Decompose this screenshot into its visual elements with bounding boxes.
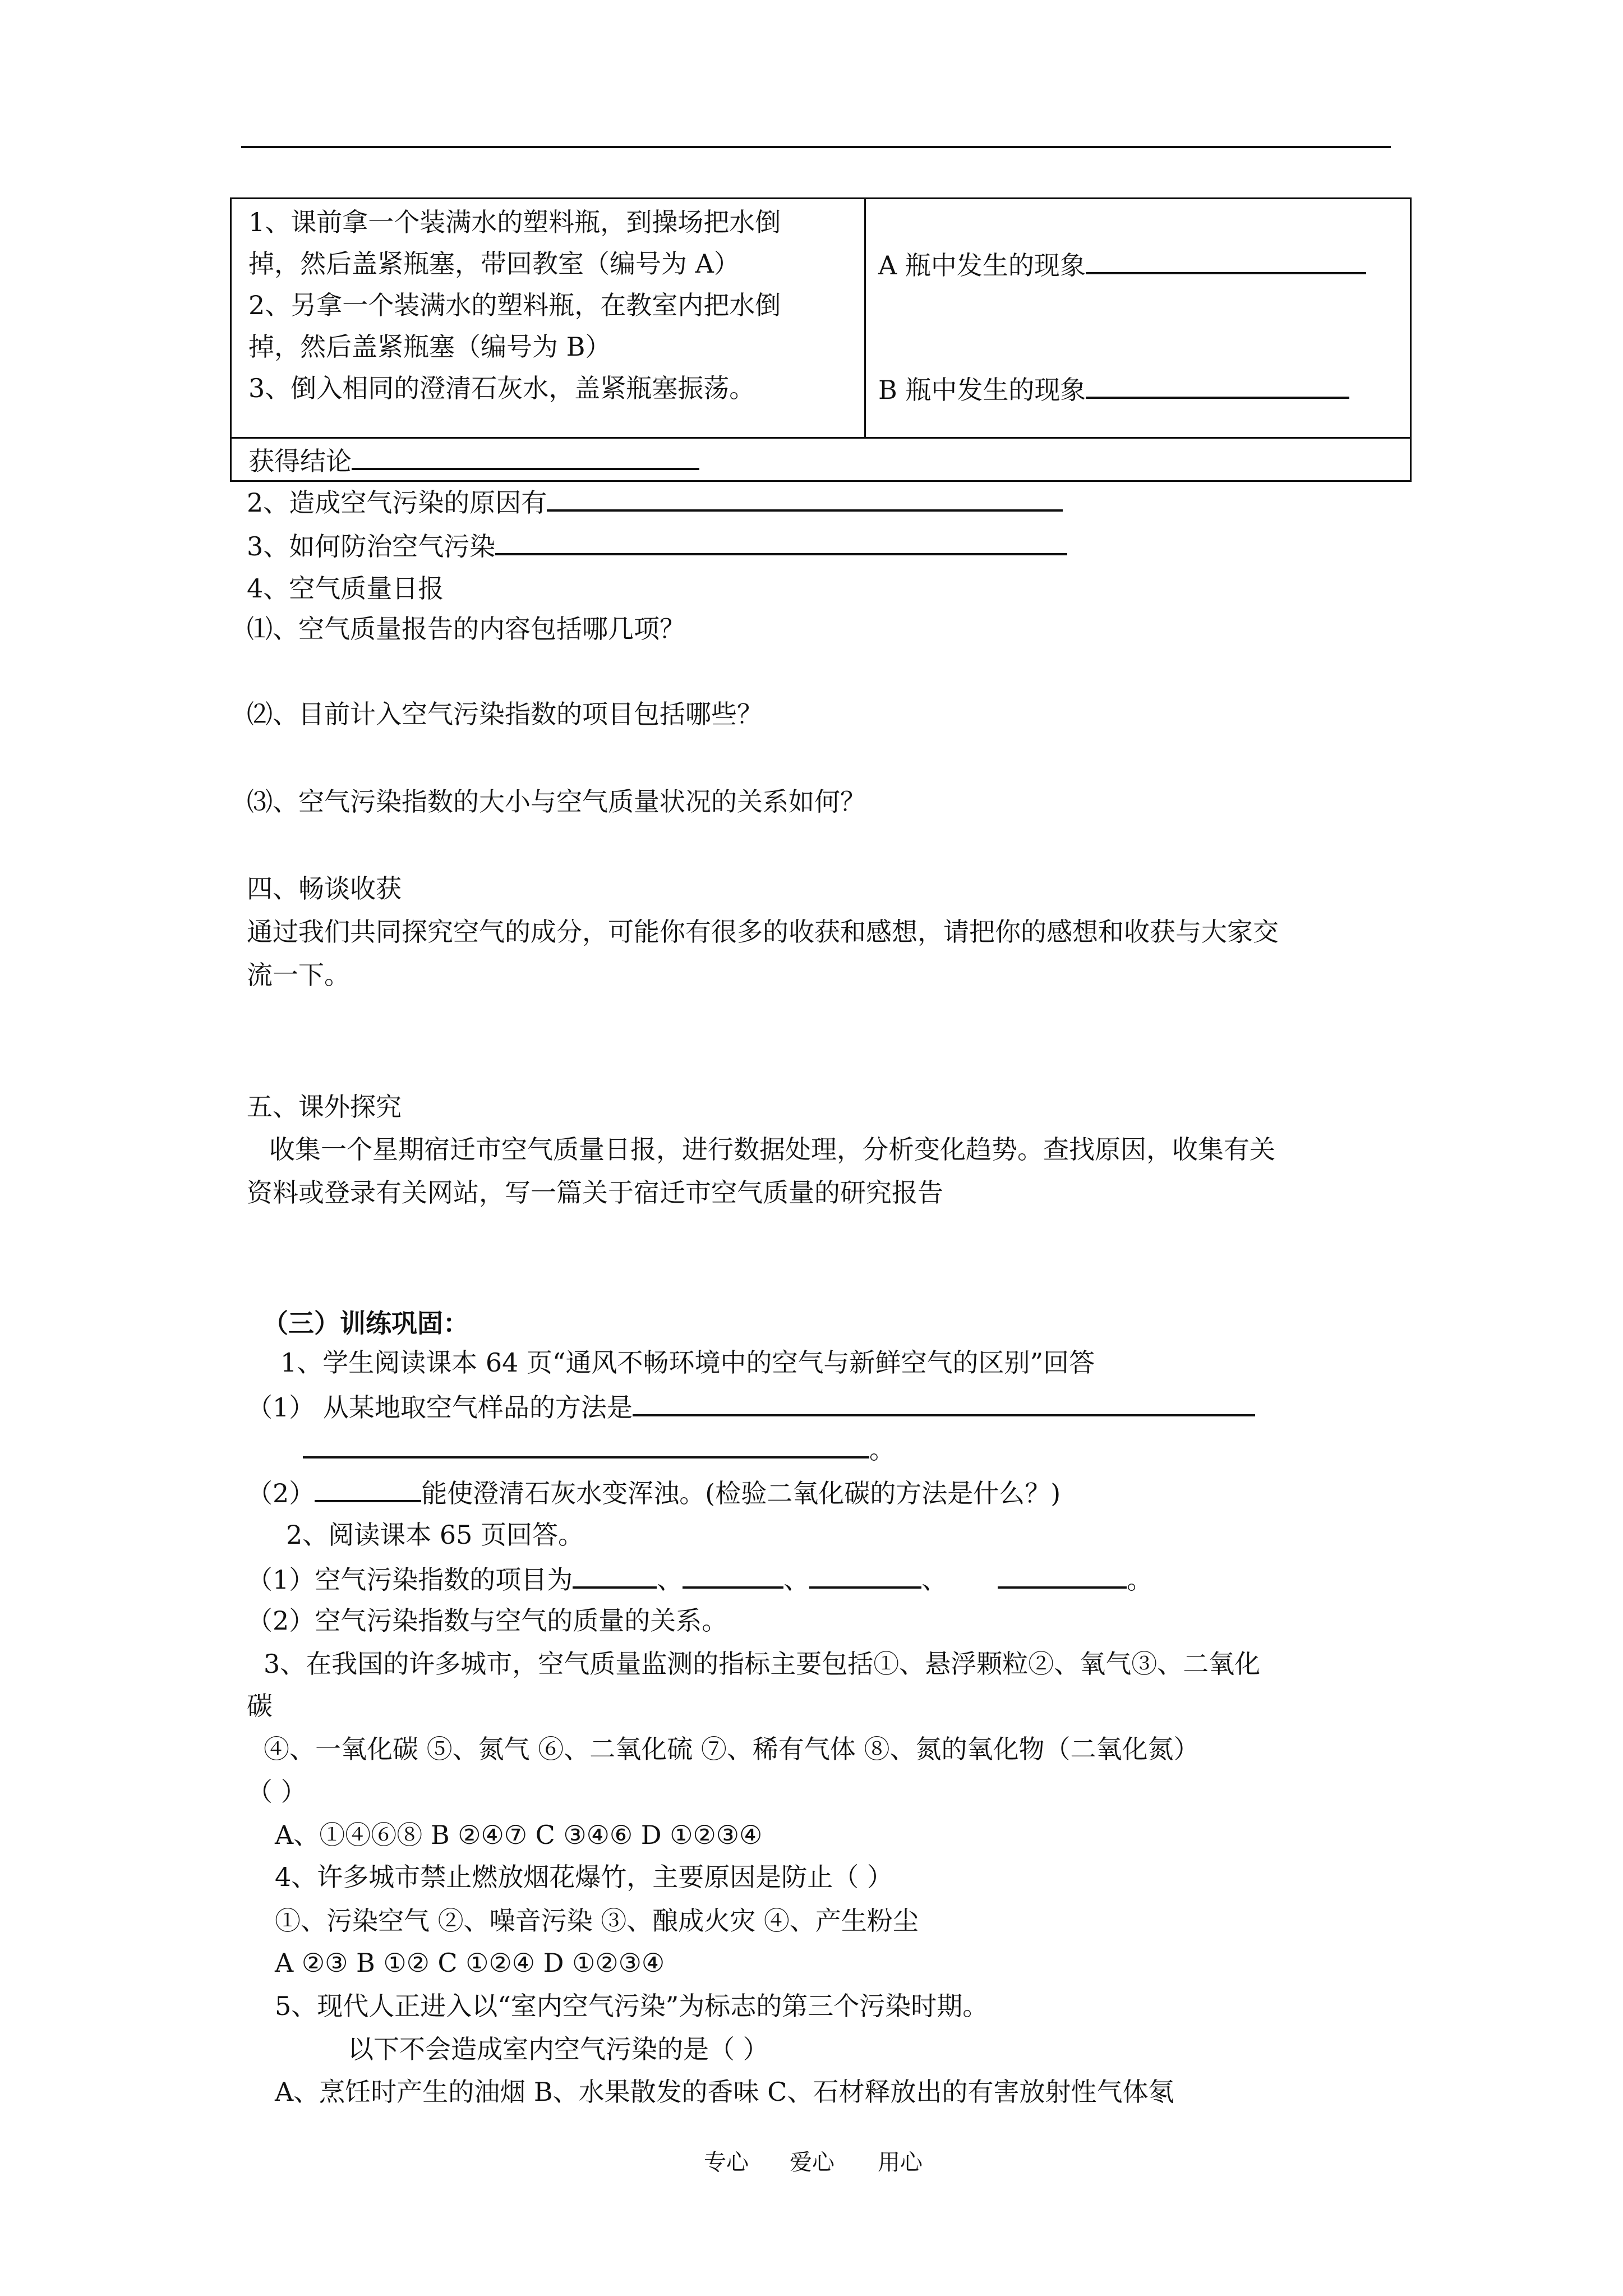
question-text: （2）空气污染指数与空气的质量的关系。 [247,1605,728,1636]
phenomenon-a: A 瓶中发生的现象 [878,246,1366,283]
options-line: A、①④⑥⑧ B ②④⑦ C ③④⑥ D ①②③④ [275,1820,763,1850]
question-text: ④、一氧化碳 ⑤、氮气 ⑥、二氧化硫 ⑦、稀有气体 ⑧、氮的氧化物（二氧化氮） [264,1734,1200,1764]
footer-text: 用心 [878,2150,923,2175]
paragraph-line: 资料或登录有关网站，写一篇关于宿迁市空气质量的研究报告 [247,1177,943,1208]
footer-text: 爱心 [790,2150,834,2175]
phenomenon-cell [865,199,1411,438]
paragraph-line: 流一下。 [247,960,350,990]
answer-blank[interactable] [998,1561,1127,1589]
step-line: 2、另拿一个装满水的塑料瓶，在教室内把水倒 [248,290,781,320]
question-text: （1） 从某地取空气样品的方法是 [247,1388,1255,1425]
pollution-cause-question: 2、造成空气污染的原因有 [247,484,1063,520]
options-line: ①、污染空气 ②、噪音污染 ③、酿成火灾 ④、产生粉尘 [275,1906,919,1936]
header-rule [241,146,1391,148]
question-text: 1、学生阅读课本 64 页“通风不畅环境中的空气与新鲜空气的区别”回答 [280,1347,1095,1378]
question-text: ⑵、目前计入空气污染指数的项目包括哪些？ [247,699,763,729]
question-text: 4、许多城市禁止燃放烟花爆竹，主要原因是防止（ ） [275,1862,893,1892]
answer-blank[interactable] [495,527,1067,555]
question-text: 2、阅读课本 65 页回答。 [286,1520,584,1550]
answer-blank[interactable] [683,1561,783,1589]
step-line: 掉，然后盖紧瓶塞（编号为 B） [248,332,611,362]
answer-parentheses: （ ） [247,1777,307,1807]
training-heading: （三）训练巩固： [262,1308,469,1338]
answer-line: 。 [303,1430,895,1467]
conclusion: 获得结论 [248,442,699,478]
phenomenon-b: B 瓶中发生的现象 [878,371,1349,407]
section-heading: 五、课外探究 [247,1092,402,1122]
answer-blank[interactable] [547,484,1063,512]
experiment-steps-cell [231,199,865,438]
step-line: 掉，然后盖紧瓶塞，带回教室（编号为 A） [248,249,740,279]
question-text: 3、在我国的许多城市，空气质量监测的指标主要包括①、悬浮颗粒②、氧气③、二氧化 [264,1649,1261,1679]
question-text: ⑶、空气污染指数的大小与空气质量状况的关系如何？ [247,786,866,817]
step-line: 3、倒入相同的澄清石灰水，盖紧瓶塞振荡。 [248,373,755,403]
question-text: （1）空气污染指数的项目为 、 、 、 。 [247,1561,1152,1597]
options-line: A、烹饪时产生的油烟 B、水果散发的香味 C、石材释放出的有害放射性气体氡 [275,2077,1174,2107]
answer-blank[interactable] [1086,246,1366,274]
air-quality-report-heading: 4、空气质量日报 [247,573,444,604]
question-text: 以下不会造成室内空气污染的是（ ） [348,2034,769,2064]
question-text: 碳 [247,1691,273,1721]
answer-blank[interactable] [303,1430,869,1458]
paragraph-line: 通过我们共同探究空气的成分，可能你有很多的收获和感想，请把你的感想和收获与大家交 [247,917,1279,947]
section-heading: 四、畅谈收获 [247,873,402,904]
answer-blank[interactable] [809,1561,921,1589]
options-line: A ②③ B ①② C ①②④ D ①②③④ [275,1948,665,1978]
paragraph-line: 收集一个星期宿迁市空气质量日报，进行数据处理，分析变化趋势。查找原因，收集有关 [269,1134,1275,1165]
answer-blank[interactable] [633,1388,1255,1416]
question-text: 5、现代人正进入以“室内空气污染”为标志的第三个污染时期。 [275,1991,989,2021]
question-text: （2） 能使澄清石灰水变浑浊。(检验二氧化碳的方法是什么？) [247,1474,1061,1511]
conclusion-cell [231,438,1411,481]
step-line: 1、课前拿一个装满水的塑料瓶，到操场把水倒 [248,207,781,237]
answer-blank[interactable] [315,1474,421,1502]
answer-blank[interactable] [352,442,699,470]
question-text: ⑴、空气质量报告的内容包括哪几项？ [247,614,685,644]
footer-text: 专心 [704,2150,749,2175]
answer-blank[interactable] [1086,371,1349,399]
pollution-prevention-question: 3、如何防治空气污染 [247,527,1067,564]
answer-blank[interactable] [573,1561,657,1589]
experiment-table [230,197,1412,482]
